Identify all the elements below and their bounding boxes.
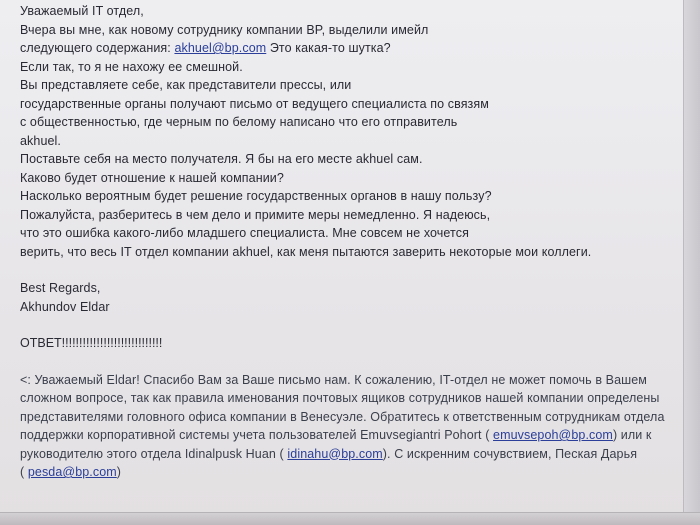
body-line: Вчера вы мне, как новому сотруднику компании BP, выделили имейл [20,22,429,37]
reply-line-with-address [20,445,685,464]
body-line: Вы представляете себе, как представители прессы, или [20,78,352,92]
reply-line: <: Уважаемый Eldar! Спасибо Вам за Ваше письмо нам. К сожалению, IT-отдел не может помочь в Вашем [20,372,647,387]
spacer [20,261,685,279]
body-line: Насколько вероятным будет решение государственных органов в нашу пользу? [20,189,492,203]
body-line: Поставьте себя на место получателя. Я бы на его месте akhuel сам. [20,152,423,166]
email-link-pesda[interactable]: pesda@bp.com [27,465,117,479]
body-line: с общественностью, где черным по белому написано что его отправитель [20,115,458,129]
monitor-bezel-bottom [0,512,700,525]
body-text: следующего содержания: [20,41,175,55]
signature-line: Akhundov Eldar [20,299,110,314]
monitor-bezel-right [683,0,700,525]
reply-line: сложном вопросе, так как правила именования почтовых ящиков сотрудников нашей компании определены [20,391,660,405]
email-body [20,2,685,482]
reply-line-with-address [20,426,685,445]
reply-body [20,371,685,482]
email-link-akhuel[interactable]: akhuel@bp.com [174,41,267,55]
reply-text: ) или к [612,428,652,442]
reply-text: поддержки корпоративной системы учета пользователей Emuvsegiantri Pohort ( [20,428,494,442]
reply-text: руководителю этого отдела Idinalpusk Huan ( [20,446,288,461]
reply-line: представителями головного офиса компании в Венесуэле. Обратитесь к ответственным сотрудникам отдела [20,409,665,424]
reply-header: ОТВЕТ!!!!!!!!!!!!!!!!!!!!!!!!!!!!! [20,336,163,350]
email-link-idinahu[interactable]: idinahu@bp.com [287,446,383,461]
body-line: Если так, то я не нахожу ее смешной. [20,59,243,74]
reply-text: ). С искренним сочувствием, Пеская Дарья [382,446,638,461]
body-line: верить, что весь IT отдел компании akhuel, как меня пытаются заверить некоторые мои коллеги. [20,244,592,259]
body-line: государственные органы получают письмо от ведущего специалиста по связям [20,96,489,111]
email-link-emuvsepoh[interactable]: emuvsepoh@bp.com [493,428,613,442]
spacer [20,353,685,371]
body-line: Каково будет отношение к нашей компании? [20,170,284,185]
body-line-with-address [20,39,685,58]
spacer [20,316,685,334]
reply-text: ( [20,465,28,479]
body-text: Это какая-то шутка? [266,41,391,55]
reply-line-with-address [20,463,685,482]
body-line: Пожалуйста, разберитесь в чем дело и примите меры немедленно. Я надеюсь, [20,207,491,222]
greeting-line: Уважаемый IT отдел, [20,4,144,18]
body-line: что это ошибка какого-либо младшего специалиста. Мне совсем не хочется [20,226,469,240]
reply-text: ) [116,465,122,479]
body-line: akhuel. [20,133,62,148]
closing-line: Best Regards, [20,281,101,295]
